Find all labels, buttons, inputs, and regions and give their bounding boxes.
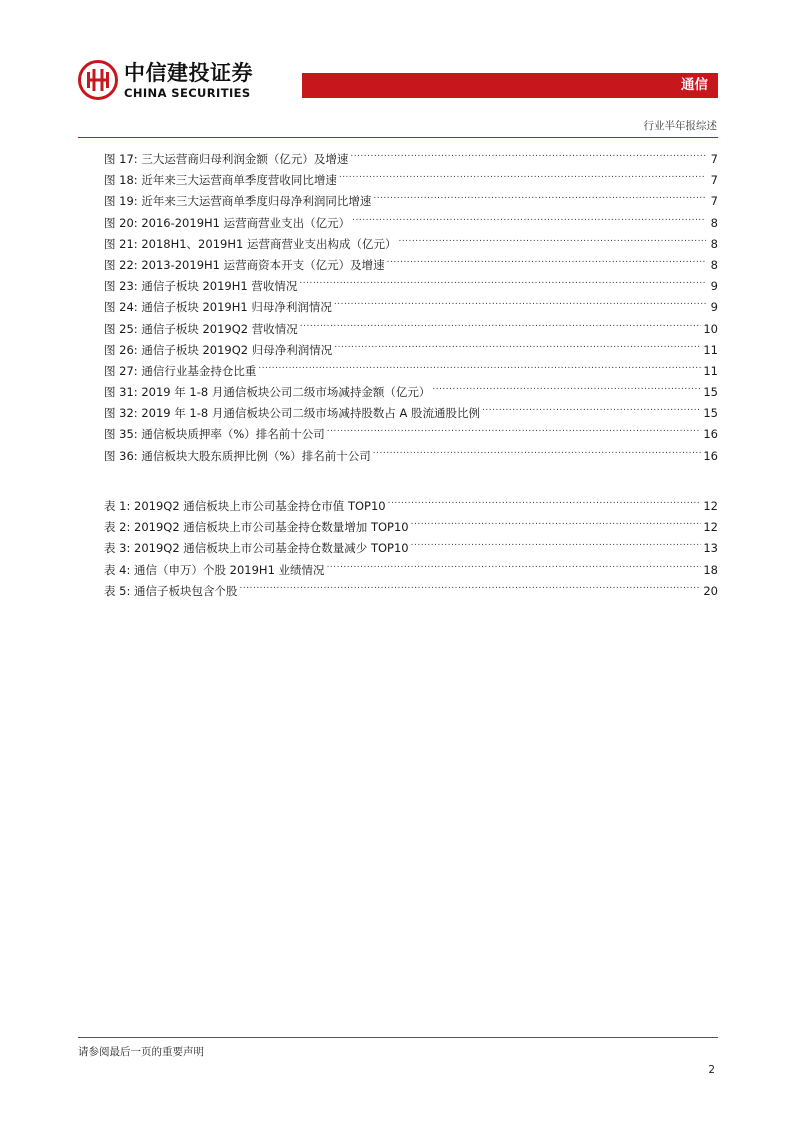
toc-entry-label: 表 1: (104, 499, 131, 513)
toc-dot-leader (387, 257, 706, 269)
toc-entry-title: 2018H1、2019H1 运营商营业支出构成（亿元） (141, 236, 397, 251)
toc-entry-label: 图 26: (104, 342, 138, 357)
toc-entry-label: 图 18: (104, 173, 138, 188)
header-divider (78, 137, 718, 138)
toc-entry-page: 7 (710, 173, 718, 188)
toc-entry-title: 通信板块大股东质押比例（%）排名前十公司 (141, 448, 371, 463)
logo-english-name: CHINA SECURITIES (124, 85, 251, 100)
toc-entry-label: 图 36: (104, 448, 138, 463)
toc-entry-title: 近年来三大运营商单季度营收同比增速 (141, 173, 337, 188)
report-type: 行业半年报综述 (643, 120, 717, 132)
figure-toc-entry[interactable] (104, 382, 718, 403)
figure-toc-entry[interactable] (104, 191, 718, 212)
toc-dot-leader (352, 215, 706, 227)
toc-entry-title: 通信板块质押率（%）排名前十公司 (141, 427, 325, 442)
table-list (104, 496, 718, 602)
toc-entry-page: 9 (710, 279, 718, 294)
toc-dot-leader (373, 193, 706, 205)
toc-entry-title: 2019 年 1-8 月通信板块公司二级市场减持股数占 A 股流通股比例 (141, 406, 481, 421)
table-toc-entry[interactable] (104, 517, 718, 538)
figure-toc-entry[interactable] (104, 403, 718, 424)
toc-entry-label: 图 22: (104, 257, 138, 272)
company-logo (78, 58, 253, 102)
toc-entry-label: 表 4: (104, 562, 131, 577)
toc-dot-leader (373, 448, 702, 460)
figure-toc-entry[interactable] (104, 149, 718, 170)
toc-entry-page: 10 (703, 321, 718, 336)
toc-entry-label: 图 19: (104, 194, 138, 209)
footer-divider (78, 1037, 718, 1038)
toc-dot-leader (432, 384, 701, 396)
toc-dot-leader (350, 151, 706, 163)
toc-dot-leader (411, 519, 702, 531)
figure-toc-entry[interactable] (104, 234, 718, 255)
figure-list (104, 149, 718, 467)
toc-entry-title: 2019Q2 通信板块上市公司基金持仓数量增加 TOP10 (134, 520, 409, 535)
toc-entry-label: 表 2: (104, 520, 131, 535)
toc-dot-leader (482, 405, 701, 417)
toc-entry-page: 15 (703, 385, 718, 400)
toc-dot-leader (411, 540, 702, 552)
toc-dot-leader (327, 426, 702, 438)
toc-entry-title: 通信子板块 2019Q2 归母净利润情况 (141, 342, 333, 357)
figure-toc-entry[interactable] (104, 297, 718, 318)
figure-toc-entry[interactable] (104, 446, 718, 467)
figure-toc-entry[interactable] (104, 170, 718, 191)
table-toc-entry[interactable] (104, 538, 718, 559)
toc-entry-page: 8 (710, 257, 718, 272)
toc-dot-leader (339, 172, 706, 184)
toc-entry-label: 图 27: (104, 363, 138, 378)
toc-entry-title: 2019 年 1-8 月通信板块公司二级市场减持金额（亿元） (141, 385, 431, 400)
toc-entry-title: 通信子板块 2019Q2 营收情况 (141, 321, 298, 336)
china-securities-logo-icon (78, 60, 118, 100)
toc-entry-label: 图 17: (104, 152, 138, 166)
figure-toc-entry[interactable] (104, 424, 718, 445)
toc-entry-page: 11 (703, 363, 718, 378)
toc-entry-label: 表 3: (104, 541, 131, 556)
toc-entry-label: 图 35: (104, 427, 138, 442)
toc-entry-page: 11 (703, 342, 718, 357)
toc-entry-title: 三大运营商归母利润金额（亿元）及增速 (141, 152, 349, 166)
toc-dot-leader (299, 278, 706, 290)
toc-entry-label: 表 5: (104, 583, 131, 598)
toc-entry-label: 图 21: (104, 236, 138, 251)
toc-entry-title: 通信子板块 2019H1 归母净利润情况 (141, 300, 332, 315)
figure-toc-entry[interactable] (104, 319, 718, 340)
toc-dot-leader (334, 299, 706, 311)
toc-entry-label: 图 31: (104, 385, 138, 400)
page-number: 2 (708, 1064, 715, 1076)
toc-entry-label: 图 24: (104, 300, 138, 315)
toc-dot-leader (300, 321, 702, 333)
toc-entry-title: 2019Q2 通信板块上市公司基金持仓数量减少 TOP10 (134, 541, 409, 556)
figure-toc-entry[interactable] (104, 255, 718, 276)
table-toc-entry[interactable] (104, 581, 718, 602)
logo-chinese-name: 中信建投证券 (124, 60, 253, 85)
toc-entry-page: 15 (703, 406, 718, 421)
toc-entry-title: 通信行业基金持仓比重 (141, 363, 257, 378)
toc-entry-page: 7 (710, 152, 718, 166)
figure-toc-entry[interactable] (104, 276, 718, 297)
toc-entry-title: 2019Q2 通信板块上市公司基金持仓市值 TOP10 (134, 499, 386, 513)
toc-entry-page: 13 (703, 541, 718, 556)
toc-entry-page: 16 (703, 448, 718, 463)
toc-entry-page: 7 (710, 194, 718, 209)
toc-entry-title: 通信子板块 2019H1 营收情况 (141, 279, 298, 294)
figure-toc-entry[interactable] (104, 213, 718, 234)
figure-toc-entry[interactable] (104, 340, 718, 361)
table-toc-entry[interactable] (104, 496, 718, 517)
toc-entry-page: 12 (703, 520, 718, 535)
header-bar (302, 73, 718, 98)
toc-dot-leader (398, 236, 706, 248)
toc-entry-title: 2016-2019H1 运营商营业支出（亿元） (141, 215, 351, 230)
footer-disclaimer: 请参阅最后一页的重要声明 (78, 1046, 204, 1058)
toc-entry-title: 2013-2019H1 运营商资本开支（亿元）及增速 (141, 257, 385, 272)
toc-entry-page: 12 (703, 499, 718, 513)
toc-entry-title: 通信（申万）个股 2019H1 业绩情况 (134, 562, 325, 577)
figure-toc-entry[interactable] (104, 361, 718, 382)
toc-entry-label: 图 32: (104, 406, 138, 421)
toc-entry-page: 9 (710, 300, 718, 315)
toc-entry-label: 图 20: (104, 215, 138, 230)
table-toc-entry[interactable] (104, 560, 718, 581)
toc-dot-leader (388, 498, 702, 510)
toc-entry-page: 8 (710, 236, 718, 251)
toc-dot-leader (327, 562, 702, 574)
toc-entry-title: 近年来三大运营商单季度归母净利润同比增速 (141, 194, 372, 209)
toc-entry-page: 16 (703, 427, 718, 442)
toc-entry-page: 18 (703, 562, 718, 577)
toc-entry-label: 图 23: (104, 279, 138, 294)
toc-dot-leader (334, 342, 701, 354)
toc-dot-leader (258, 363, 701, 375)
toc-entry-page: 20 (703, 583, 718, 598)
section-title: 通信 (681, 77, 708, 93)
toc-entry-title: 通信子板块包含个股 (134, 583, 238, 598)
toc-entry-page: 8 (710, 215, 718, 230)
toc-entry-label: 图 25: (104, 321, 138, 336)
toc-dot-leader (240, 583, 702, 595)
